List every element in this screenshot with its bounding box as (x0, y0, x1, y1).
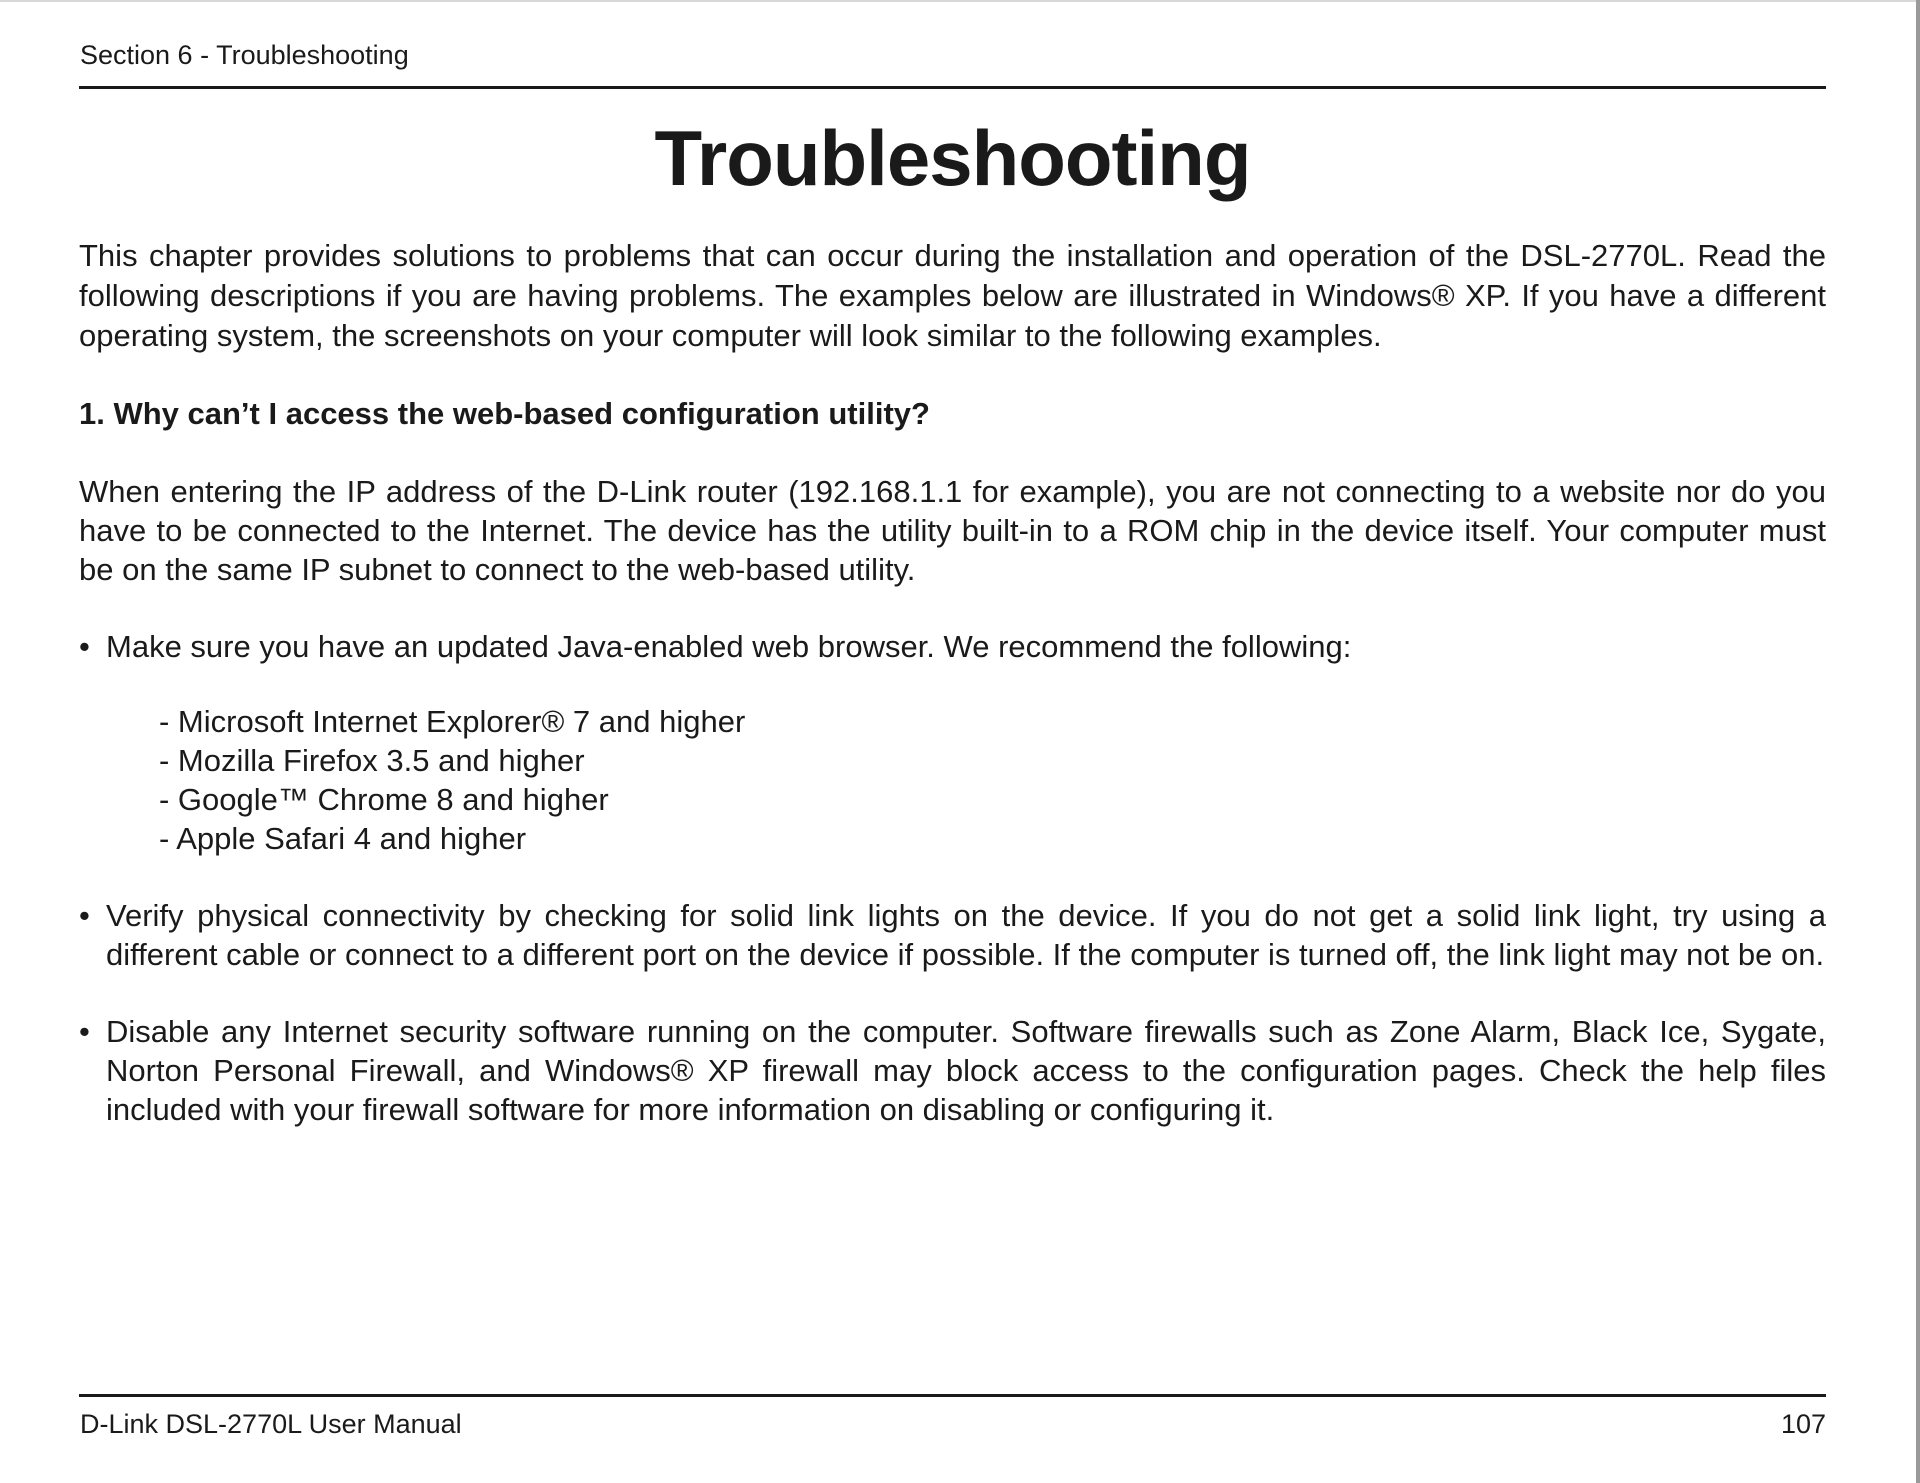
bullet-item-connectivity (79, 896, 1826, 974)
bullet-text: Make sure you have an updated Java-enabled web browser. We recommend the following: (106, 629, 1352, 664)
header-rule (79, 86, 1826, 89)
browser-item-safari: - Apple Safari 4 and higher (159, 821, 527, 856)
bullet-text: Disable any Internet security software running on the computer. Software firewalls such as Zone Alarm, Black Ice, Sygate, Norton Personal Firewall, and Windows® XP firewall may block access to the configuration pages. Check the help files included with your firewall software for more information on disabling or configuring it. (106, 1014, 1826, 1127)
answer-paragraph: When entering the IP address of the D-Link router (192.168.1.1 for example), you are not connecting to a website nor do you have to be connected to the Internet. The device has the utility built-in to a ROM chip in the device itself. Your computer must be on the same IP subnet to connect to the web-based utility. (79, 474, 1826, 587)
intro-paragraph: This chapter provides solutions to problems that can occur during the installation and operation of the DSL-2770L. Read the following descriptions if you are having problems. The examples below are illustrated in Windows® XP. If you have a different operating system, the screenshots on your computer will look similar to the following examples. (79, 238, 1826, 353)
browser-item-chrome: - Google™ Chrome 8 and higher (159, 782, 609, 817)
bullet-text: Verify physical connectivity by checking for solid link lights on the device. If you do not get a solid link light, try using a different cable or connect to a different port on the device if possible. If the computer is turned off, the link light may not be on. (106, 898, 1826, 972)
question-heading: 1. Why can’t I access the web-based configuration utility? (79, 396, 930, 431)
footer-page-number: 107 (1780, 1409, 1826, 1439)
browser-list (79, 702, 1826, 858)
section-header: Section 6 - Troubleshooting (80, 40, 409, 70)
page-title: Troubleshooting (654, 114, 1251, 202)
bullet-item-browser (79, 627, 1826, 666)
page-content (79, 236, 1826, 1167)
page-right-edge (1916, 0, 1920, 1483)
footer-manual-title: D-Link DSL-2770L User Manual (80, 1409, 462, 1439)
browser-item-ie: - Microsoft Internet Explorer® 7 and higher (159, 704, 746, 739)
bullet-item-firewall (79, 1012, 1826, 1129)
footer-rule (79, 1394, 1826, 1397)
bullet-icon: • (79, 1014, 90, 1049)
page-top-edge (0, 0, 1920, 2)
bullet-icon: • (79, 898, 90, 933)
browser-item-firefox: - Mozilla Firefox 3.5 and higher (159, 743, 585, 778)
bullet-icon: • (79, 629, 90, 664)
